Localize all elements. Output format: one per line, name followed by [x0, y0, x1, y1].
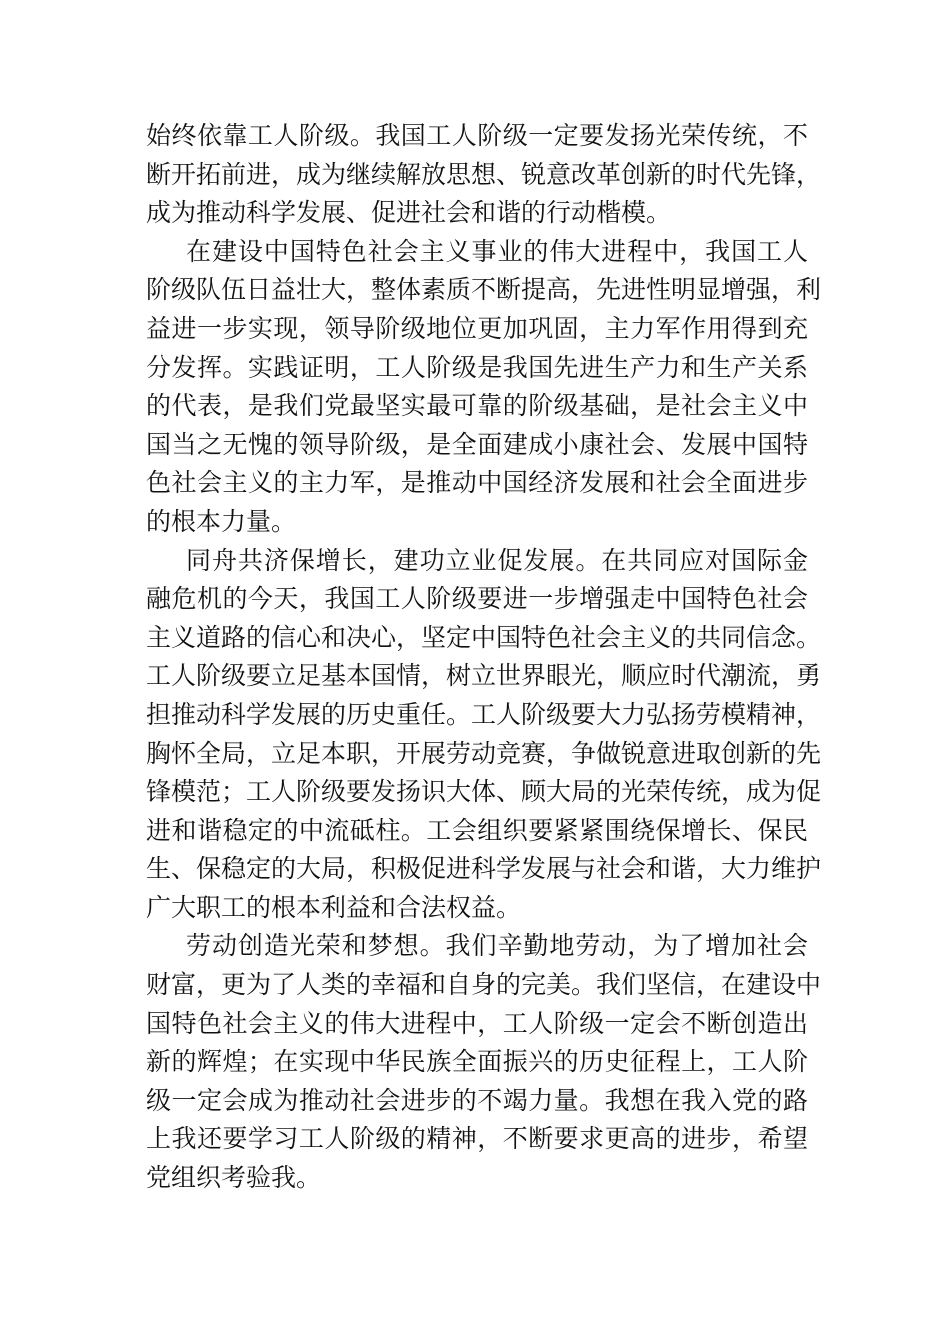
text-line: 锋模范；工人阶级要发扬识大体、顾大局的光荣传统，成为促 [146, 777, 822, 807]
text-line: 益进一步实现，领导阶级地位更加巩固，主力军作用得到充 [146, 313, 808, 343]
text-line: 的根本力量。 [146, 506, 297, 536]
document-body [146, 117, 822, 1198]
text-line: 主义道路的信心和决心，坚定中国特色社会主义的共同信念。 [146, 622, 822, 652]
text-line: 担推动科学发展的历史重任。工人阶级要大力弘扬劳模精神， [146, 699, 822, 729]
text-line: 新的辉煌；在实现中华民族全面振兴的历史征程上，工人阶 [146, 1047, 808, 1077]
text-line: 进和谐稳定的中流砥柱。工会组织要紧紧围绕保增长、保民 [146, 815, 808, 845]
text-line: 广大职工的根本利益和合法权益。 [146, 892, 522, 922]
text-line: 分发挥。实践证明，工人阶级是我国先进生产力和生产关系 [146, 352, 808, 382]
text-line: 阶级队伍日益壮大，整体素质不断提高，先进性明显增强，利 [146, 275, 822, 305]
text-line: 国特色社会主义的伟大进程中，工人阶级一定会不断创造出 [146, 1008, 808, 1038]
text-line: 财富，更为了人类的幸福和自身的完美。我们坚信，在建设中 [146, 970, 822, 1000]
text-line: 始终依靠工人阶级。我国工人阶级一定要发扬光荣传统，不 [146, 121, 808, 150]
text-line: 断开拓前进，成为继续解放思想、锐意改革创新的时代先锋， [146, 159, 822, 189]
text-line: 上我还要学习工人阶级的精神，不断要求更高的进步，希望 [146, 1124, 808, 1154]
text-line: 同舟共济保增长，建功立业促发展。在共同应对国际金 [186, 545, 808, 575]
text-line: 国当之无愧的领导阶级，是全面建成小康社会、发展中国特 [146, 429, 808, 459]
text-line: 的代表，是我们党最坚实最可靠的阶级基础，是社会主义中 [146, 391, 808, 421]
text-line: 生、保稳定的大局，积极促进科学发展与社会和谐，大力维护 [146, 854, 822, 884]
text-line: 在建设中国特色社会主义事业的伟大进程中，我国工人 [186, 236, 808, 266]
text-line: 融危机的今天，我国工人阶级要进一步增强走中国特色社会 [146, 584, 808, 614]
text-line: 成为推动科学发展、促进社会和谐的行动楷模。 [146, 198, 672, 228]
text-line: 党组织考验我。 [146, 1163, 322, 1193]
text-line: 工人阶级要立足基本国情，树立世界眼光，顺应时代潮流，勇 [146, 661, 822, 691]
text-line: 劳动创造光荣和梦想。我们辛勤地劳动，为了增加社会 [186, 931, 808, 961]
text-line: 色社会主义的主力军，是推动中国经济发展和社会全面进步 [146, 468, 808, 498]
text-line: 胸怀全局，立足本职，开展劳动竞赛，争做锐意进取创新的先 [146, 738, 822, 768]
text-line: 级一定会成为推动社会进步的不竭力量。我想在我入党的路 [146, 1085, 808, 1115]
